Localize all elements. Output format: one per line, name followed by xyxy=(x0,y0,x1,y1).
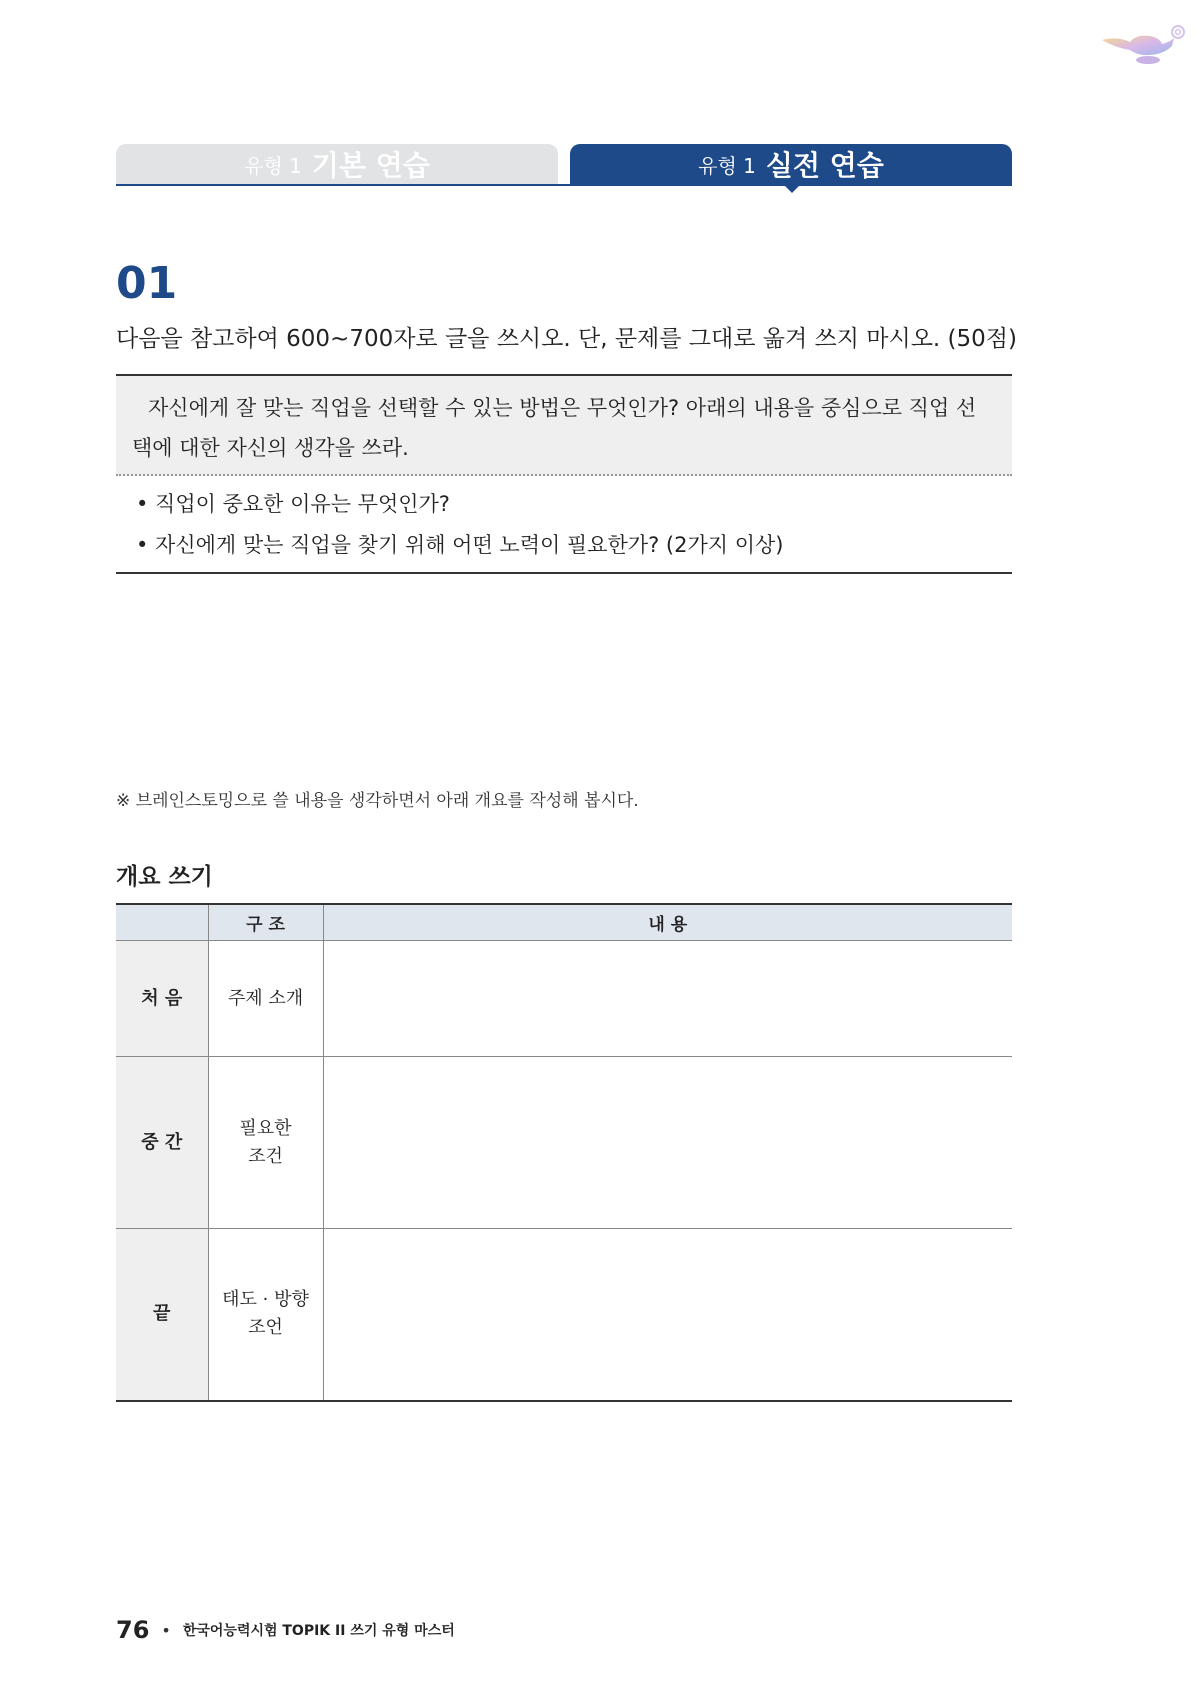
tab-underline xyxy=(116,184,1012,186)
content-cell[interactable] xyxy=(323,941,1012,1057)
tab-basic-practice xyxy=(116,144,558,184)
table-row xyxy=(116,1229,1012,1401)
page-footer xyxy=(116,1616,455,1644)
prompt-bullet-item: • 직업이 중요한 이유는 무엇인가? xyxy=(136,492,450,516)
structure-text: 필요한 xyxy=(239,1117,292,1139)
outline-title: 개요 쓰기 xyxy=(116,864,213,890)
header-content: 내 용 xyxy=(323,904,1012,941)
brainstorm-note: ※ 브레인스토밍으로 쓸 내용을 생각하면서 아래 개요를 작성해 봅시다. xyxy=(116,791,639,811)
structure-cell xyxy=(208,1057,323,1229)
page-number: 76 xyxy=(116,1616,150,1644)
structure-text: 조언 xyxy=(248,1317,283,1339)
header-structure: 구 조 xyxy=(208,904,323,941)
tab-basic-type-label: 유형 1 xyxy=(244,153,302,178)
footer-separator: • xyxy=(161,1620,171,1640)
structure-text: 주제 소개 xyxy=(227,987,304,1009)
structure-cell xyxy=(208,941,323,1057)
outline-table xyxy=(116,903,1012,1402)
stage-cell: 중 간 xyxy=(116,1057,208,1229)
content-cell[interactable] xyxy=(323,1057,1012,1229)
prompt-bullets xyxy=(116,476,1012,572)
tab-real-type-label: 유형 1 xyxy=(698,153,756,178)
tab-real-title: 실전 연습 xyxy=(765,149,884,182)
stage-cell: 처 음 xyxy=(116,941,208,1057)
content-cell[interactable] xyxy=(323,1229,1012,1401)
table-row xyxy=(116,1057,1012,1229)
tab-real-practice xyxy=(570,144,1012,184)
magic-lamp-icon xyxy=(1100,22,1190,67)
stage-cell: 끝 xyxy=(116,1229,208,1401)
outline-header-row xyxy=(116,904,1012,941)
prompt-box xyxy=(116,374,1012,574)
prompt-text: 자신에게 잘 맞는 직업을 선택할 수 있는 방법은 무엇인가? 아래의 내용을 중심으로 직업 선택에 대한 자신의 생각을 쓰라. xyxy=(116,376,1012,476)
section-tabs xyxy=(116,144,1012,186)
structure-text: 조건 xyxy=(248,1145,283,1167)
structure-cell xyxy=(208,1229,323,1401)
book-title: 한국어능력시험 TOPIK II 쓰기 유형 마스터 xyxy=(182,1623,455,1639)
header-stage xyxy=(116,904,208,941)
structure-text: 태도 · 방향 xyxy=(222,1289,309,1311)
question-number: 01 xyxy=(116,258,178,309)
tab-basic-title: 기본 연습 xyxy=(311,149,430,182)
prompt-bullet-item: • 자신에게 맞는 직업을 찾기 위해 어떤 노력이 필요한가? (2가지 이상) xyxy=(136,533,784,557)
table-row xyxy=(116,941,1012,1057)
question-instruction: 다음을 참고하여 600~700자로 글을 쓰시오. 단, 문제를 그대로 옮겨 쓰지 마시오. (50점) xyxy=(116,326,1017,352)
prompt-box-bottom-rule xyxy=(116,572,1012,574)
